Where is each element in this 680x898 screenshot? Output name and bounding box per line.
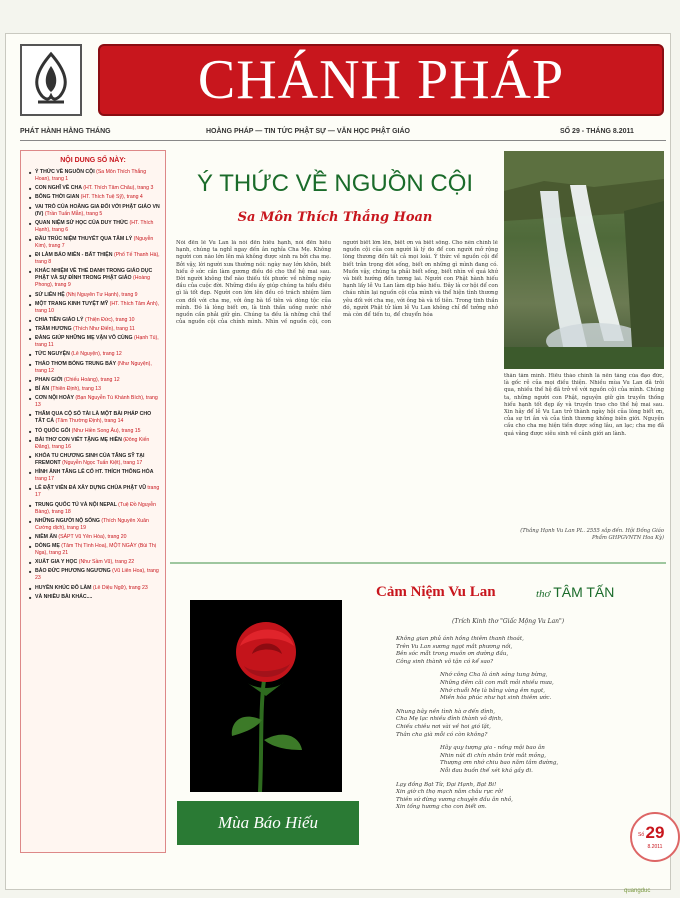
toc-item-author: trang 17: [35, 476, 55, 483]
toc-item-author: (Vũ Liên Hoa), trang 23: [35, 568, 159, 582]
toc-item-author: (Chiếu Hoàng), trang 12: [63, 376, 120, 383]
toc-item-author: (Như Nguyện), trang 12: [35, 360, 152, 374]
toc-item: [29, 411, 161, 425]
toc-item-author: (Hạnh Tú), trang 11: [35, 335, 159, 349]
toc-item: [29, 361, 161, 375]
toc-item-author: (Lê Diệu Ngữ), trang 23: [92, 584, 148, 591]
toc-item: [29, 594, 161, 601]
lotus-logo-icon: [22, 46, 80, 114]
toc-item-title: ĐÀNG GIÚP NHỮNG MẸ VẬN VÔ CÙNG: [35, 335, 135, 342]
toc-item-author: trang 17: [35, 485, 160, 499]
toc-item: [29, 469, 161, 483]
meta-frequency: PHÁT HÀNH HẰNG THÁNG: [20, 128, 111, 135]
toc-item-author: (Lê Nguyện), trang 12: [71, 351, 122, 358]
masthead-title: CHÁNH PHÁP: [98, 44, 664, 116]
rose-photo: [190, 600, 342, 792]
toc-item-title: TỔ QUỐC GỐI: [35, 427, 72, 434]
toc-item-title: THĂM QUA CỘ SỐ TÀI LÀ MỘT BÀI PHÁP CHO TẤT CẢ: [35, 411, 152, 425]
toc-item: [29, 543, 161, 557]
toc-item: [29, 485, 161, 499]
article-title: Ý THỨC VỀ NGUỒN CỘI: [196, 170, 474, 197]
poem-line: Lạy đồng Bạt Từ, Đại Hạnh, Bạt Bi!: [396, 781, 497, 788]
toc-item-title: VÀ NHIỀU BÀI KHÁC....: [35, 593, 93, 600]
toc-item-author: (Thích Nguyên Xuân Cường dịch), trang 19: [35, 517, 149, 531]
poem-stanza: [396, 709, 656, 739]
toc-item-title: CHIA TIỀN GIÁO LÝ: [35, 316, 85, 323]
meta-issue: SỐ 29 - THÁNG 8.2011: [560, 128, 634, 135]
toc-item-author: (Tâm Thị Tình Hoa), MỘT NGÀY: [61, 543, 137, 550]
toc-item: [29, 559, 161, 566]
poem-line: Công sinh thành vô tận có kể sao?: [396, 658, 494, 665]
waterfall-photo: [504, 151, 664, 369]
issue-badge: [630, 812, 680, 862]
toc-item: [29, 317, 161, 324]
toc-item: [29, 585, 161, 592]
toc-item-author-extra: (Bùi Thị Nga), trang 21: [35, 543, 156, 557]
toc-item-author: (Nhị Nguyên Tư Hạnh), trang 9: [66, 291, 138, 298]
toc-item: [29, 169, 161, 183]
poem-byline: [536, 584, 614, 600]
poem-line: Không gian phủ ánh hồng thiêm thanh thoát,: [396, 636, 524, 642]
issue-badge-date: 8.2011: [647, 844, 663, 850]
poem-line: Nhớ chuỗi Mẹ là bằng vàng êm ngọt,: [440, 687, 545, 694]
toc-item-title: Ý THỨC VỀ NGUỒN CỘI: [35, 169, 97, 175]
toc-item-title: ĐẦU TRÚC NIỆM THUYẾT QUA TÂM LÝ: [35, 235, 134, 242]
toc-item-author: (HT. Thích Hạnh), trang 6: [35, 219, 154, 233]
photo-caption: Mùa Báo Hiếu: [177, 801, 359, 845]
header-rule: [20, 140, 666, 141]
toc-item-title: HÌNH ẢNH TĂNG LỄ CỐ HT. THÍCH THÔNG HÒA: [35, 469, 154, 476]
toc-item: [29, 518, 161, 532]
toc-item-author: (HT. Thích Tâm Châu), trang 3: [83, 185, 154, 192]
toc-item-author: (Đông Kiến Đăng), trang 16: [35, 436, 150, 450]
section-divider: [170, 562, 666, 564]
poem-line: Nỗi đau buồn thế xét khá gầy đi.: [440, 767, 533, 774]
toc-item-title: ĐI LÀM BÁO MIỄN - BẤT THIỆN: [35, 252, 114, 259]
poem-stanza: [396, 672, 656, 702]
toc-item-title: CƠN NỘI HOÀY: [35, 395, 76, 402]
poem-stanza: [396, 745, 656, 775]
toc-item: [29, 194, 161, 201]
toc-item-author: (Sa Môn Thích Thắng Hoan), trang 1: [35, 169, 147, 182]
toc-item: [29, 185, 161, 192]
toc-item: [29, 377, 161, 384]
poem-title: Cảm Niệm Vu Lan: [376, 584, 496, 600]
toc-item-author: (Trần Tuấn Mẫn), trang 5: [44, 210, 103, 217]
poem-line: Thượng ơm nhớ chiu bao năm tâm đường,: [440, 760, 559, 767]
meta-sections: HOẰNG PHÁP — TIN TỨC PHẬT SỰ — VĂN HỌC PHẬT GIÁO: [206, 128, 410, 135]
poem-line: Nhớ công Cha là ánh sáng tung bừng,: [440, 672, 548, 679]
logo: [20, 44, 82, 116]
issue-badge-prefix: Số: [638, 832, 645, 838]
poem-note: (Trích Kinh thơ "Giấc Mộng Vu Lan"): [452, 618, 565, 625]
toc-item-author: (Tuệ Đồ Nguyễn Bàng), trang 18: [35, 501, 156, 515]
toc-item-title: VAI TRÒ CỦA HOẰNG GIA ĐỐI VỚI PHẬT GIÁO VN (IV): [35, 203, 160, 217]
toc-item-author: (Như Hiền Song Âu), trang 15: [71, 427, 141, 434]
article-signature: (Thắng Hạnh Vu Lan PL. 2555 sắp đến. Hội Đồng Giáo Phẩm GHPGVNTN Hoa Kỳ): [520, 528, 664, 541]
toc-item-title: BÀO ĐỨC PHƯƠNG NGƯƠNG: [35, 568, 113, 575]
article-body-continued-text: thân tâm mình. Hiếu thảo chính là nền tảng của đạo đức, là gốc rễ của mọi điều thiện. Nhiều mùa Vu Lan đã trôi qua, nhiều thế hệ đã trở về với nguồn cội của mình. Chúng ta, những người con Phật, nguyện giữ gìn truyền thống hiếu hạnh tốt đẹp ấy và truyền trao cho thế hệ mai sau. Xin hãy để lễ Vu Lan trở thành ngày hội của lòng biết ơn, của sự tri ân và của tình thương không biên giới. Nguyện cầu cho cha mẹ hiện tiền được sống lâu, an lạc; cha mẹ đã quá vãng được siêu sinh về cảnh giới an lành.: [504, 373, 664, 437]
toc-item-author: (HT. Thích Tâm Ánh), trang 10: [35, 300, 160, 314]
toc-item: [29, 568, 161, 582]
poem-line: Cha Mẹ lạc nhiều đình thành vô định,: [396, 716, 503, 723]
toc-item: [29, 252, 161, 266]
toc-item-title: LỄ ĐẶT VIÊN ĐÁ XÂY DỰNG CHÙA PHẬT VŨ: [35, 485, 148, 492]
toc-item-title: NHỮNG NGƯỜI NỘ SỐNG: [35, 517, 102, 524]
toc-item: [29, 326, 161, 333]
article-author: Sa Môn Thích Thắng Hoan: [237, 210, 433, 225]
toc-item-author: (Hoàng Phong), trang 9: [35, 275, 150, 289]
poem-by-prefix: thơ: [536, 588, 551, 600]
toc-item-author: (Thiên Định), trang 13: [50, 386, 102, 392]
toc-item: [29, 335, 161, 349]
toc-item-title: XUẤT GIA Y HỌC: [35, 559, 79, 566]
toc-list: [21, 169, 165, 601]
toc-item: [29, 428, 161, 435]
toc-item: [29, 268, 161, 289]
poem-line: Nhin nút đi chín nhân trời mắt mỏng,: [440, 752, 547, 759]
table-of-contents: [20, 150, 166, 853]
toc-heading: NỘI DUNG SỐ NÀY:: [60, 157, 126, 164]
toc-item-title: THẢO THƠM BÓNG TRUNG BẨY: [35, 360, 118, 367]
toc-item-author: (Nguyễn Kim), trang 7: [35, 235, 154, 249]
poem-line: Trên Vu Lan sương ngọt mắt phương nồi,: [396, 643, 513, 650]
toc-item-author: (SẢPT Vũ Yên Hòa), trang 20: [58, 533, 127, 540]
toc-item: [29, 351, 161, 358]
issue-badge-number: 29: [645, 823, 665, 842]
toc-item-title: DÒNG MẸ: [35, 543, 62, 550]
waterfall-image-icon: [504, 151, 664, 369]
article-body-text: Nói đến lễ Vu Lan là nói đến hiếu hạnh, nói đến hiếu hạnh, chúng ta nghĩ ngay đến ân nghĩa Cha Mẹ. Không người con nào lớn lên mà không được sinh ra bởi cha mẹ. Bởi vậy, lời người xưa thường nói: ngày nay lớn khôn, biết hiếu ở sức cần làm gương điều đó cho thế hệ mai sau. Đời người không thể nào thiếu tôi phước về những ngày đầu của cuộc đời. Những điều ấy giúp chúng ta hiểu điều gì là tốt đẹp. Người con lớn lên đều có trách nhiệm làm con đối với cha mẹ, với ông bà tổ tiên và dòng tộc của mình. Đó là lòng biết ơn, là tinh thần uống nước nhớ nguồn cần phải giữ gìn. Chúng ta đều là những chủ thể của nguồn cội của chính mình. Nhìn về nguồn cội, con người biết lớn lên, biết ơn và biết sống. Cho nên chính lễ nguồn cội của con người là lý do để con người mở rộng lòng thương đến tất cả mọi loài. Ý thức về nguồn cội để biết trân trọng đời sống, biết ơn những gì mình đang có. Muốn vậy, chúng ta phải biết sống, biết nhìn về quá khứ và biết hướng đến tương lai. Người con Phật hành hiếu hạnh lấy lễ Vu Lan làm dịp báo hiếu. Đây là cơ hội để con cháu nhìn lại nguồn cội của mình và thể hiện tình thương yêu đối với cha mẹ, với ông bà và tổ tiên. Trong tinh thần đó, người Phật tử làm lễ Vu Lan không chỉ để tưởng nhớ mà còn để tiến tu, để chuyển hóa: [176, 240, 498, 326]
toc-item-title: NIỀM ẤN: [35, 533, 59, 540]
toc-item-title: BÀI THƠ CON VIẾT TẶNG MẸ HIỀN: [35, 436, 124, 443]
toc-item: [29, 453, 161, 467]
toc-item: [29, 204, 161, 218]
poem-line: Bên sóc mẫt trong muôn ơn dường đầu,: [396, 651, 509, 658]
toc-item-author: (Nguyễn Ngọc Tuấn Kiệt), trang 17: [62, 459, 143, 466]
poem-line: Miền hòa phúc như hạt sinh thiêm ước.: [440, 695, 552, 702]
toc-item-title: BÍ ẨN: [35, 386, 51, 392]
toc-item-title: MỘT TRANG KINH TUYỆT MỸ: [35, 300, 110, 307]
toc-item: [29, 220, 161, 234]
poem-line: Xin giờ ch thọ mạch năm châu rực rỡ!: [396, 789, 504, 796]
toc-item-author: (Phổ Tế Thanh Hà), trang 8: [35, 252, 160, 266]
toc-item-title: TRẦM HƯƠNG: [35, 326, 74, 333]
toc-item-title: KHÓA TU CHƯƠNG SINH CỦA TĂNG SỸ TẠI FREMONT: [35, 452, 145, 466]
article-body: [176, 240, 498, 545]
toc-item-author: (Bạn Nguyễn Tú Khánh Bích), trang 13: [35, 395, 158, 409]
toc-item: [29, 292, 161, 299]
toc-item: [29, 395, 161, 409]
toc-item-title: BÔNG THỜI GIAN: [35, 194, 81, 201]
toc-item-author: (Tâm Thường Định), trang 14: [55, 418, 124, 425]
poem-stanza: [396, 636, 656, 666]
watermark: quangduc: [624, 888, 651, 894]
poem-line: Những đêm cãi con mất mỏi nhiều mưa,: [440, 679, 554, 686]
poem-line: Hãy quy tượng gia - nồng mội bao ân: [440, 745, 545, 752]
toc-item: [29, 437, 161, 451]
poem-line: Chiếu chiêu nơi vài về hoi gió lặt,: [396, 723, 491, 730]
poem-line: Nhung bây nền tình hà ơ đến đình,: [396, 708, 495, 715]
rose-image-icon: [190, 600, 342, 792]
toc-item-title: HUYỀN KHÚC ĐÔ LÀM: [35, 584, 93, 591]
toc-item-title: KHÁC NHIỆM VỀ THỂ DANH TRONG GIÁO DỤC PHẬT VÀ SỰ ĐÌNH TRONG PHẬT GIÁO: [35, 268, 153, 282]
toc-item: [29, 236, 161, 250]
article-body-continued: [504, 373, 664, 545]
poem-line: Xin tống hương cho con biết ơn.: [396, 804, 487, 811]
poem-line: Thân cha già mỗi có còn không?: [396, 731, 488, 738]
toc-item: [29, 386, 161, 393]
toc-item: [29, 502, 161, 516]
poem-author: TÂM TẤN: [553, 584, 615, 600]
toc-item-author: (Như Sầm Vũ), trang 22: [78, 559, 135, 566]
toc-item-title: QUAN NIỆM SỬ HỌC CỦA DUY THỨC: [35, 219, 130, 226]
toc-item-title: CON NGHĨ VỀ CHA: [35, 185, 84, 192]
toc-item-title: SỬ LIÊN HỆ: [35, 291, 67, 298]
poem-stanza: [396, 782, 656, 812]
toc-item-title: TỨC NGUYỆN: [35, 351, 72, 358]
toc-item: [29, 534, 161, 541]
poem-line: Thiên sứ đừng vương chuyện đầu ân nhỏ,: [396, 796, 513, 803]
toc-item-title: TRUNG QUỐC TÚ VÀ NỘI NEPAL: [35, 501, 119, 508]
toc-item-author: (Thích Như Điển), trang 11: [73, 326, 135, 333]
toc-item-author: (HT. Thích Tuệ Sỹ), trang 4: [80, 194, 143, 201]
toc-item-author: (Thiện Đức), trang 10: [84, 316, 135, 323]
toc-item: [29, 301, 161, 315]
poem-body: [396, 636, 656, 818]
toc-item-title: PHAN GIỚI: [35, 376, 64, 383]
